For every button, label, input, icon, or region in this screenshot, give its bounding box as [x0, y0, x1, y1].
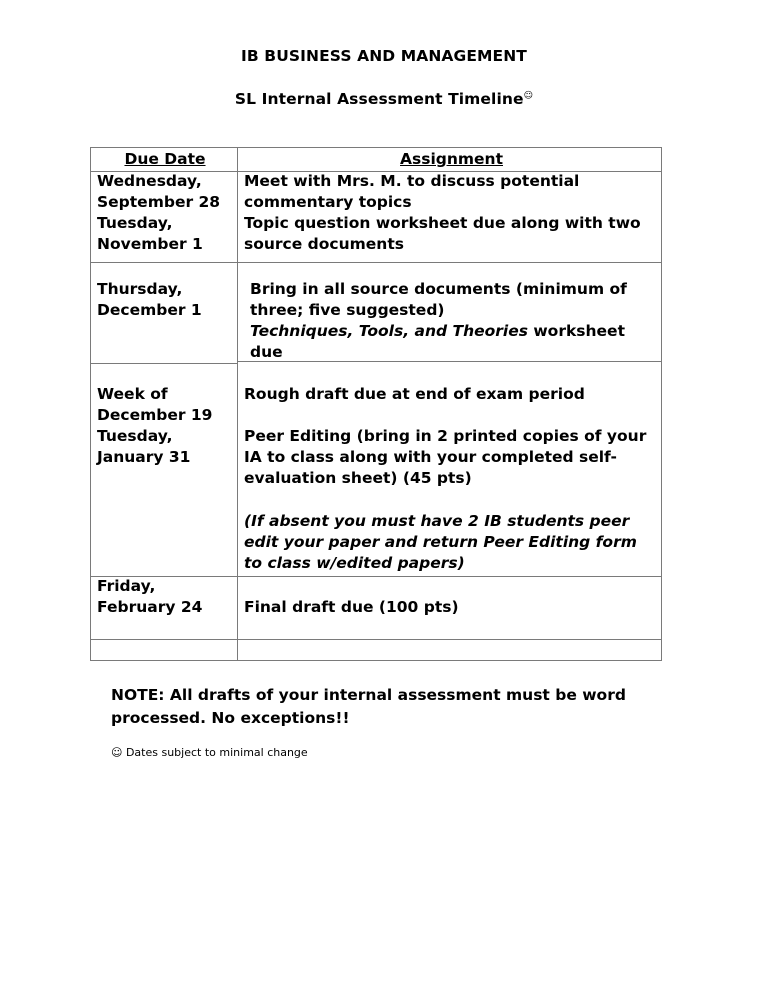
- row-3-assignment-italic: Techniques, Tools, and Theories: [250, 322, 528, 340]
- row-4-date: Week of December 19: [97, 385, 213, 424]
- row-divider: [91, 262, 661, 263]
- smiley-icon: ☺: [523, 90, 534, 101]
- footnote: [111, 746, 308, 759]
- footnote-text: Dates subject to minimal change: [122, 746, 308, 759]
- note-text: NOTE: All drafts of your internal assessment must be word processed. No exceptions!!: [111, 686, 626, 727]
- document-title: IB BUSINESS AND MANAGEMENT: [241, 47, 527, 65]
- row-2-date: Tuesday, November 1: [97, 214, 203, 253]
- row-5-date: Tuesday, January 31: [97, 427, 191, 466]
- row-1-assignment: Meet with Mrs. M. to discuss potential commentary topics: [244, 172, 580, 211]
- row-5-assignment-note: (If absent you must have 2 IB students peer edit your paper and return Peer Editing form to class w/edited papers): [244, 512, 637, 572]
- row-divider: [91, 639, 661, 640]
- row-6-assignment: Final draft due (100 pts): [244, 598, 459, 616]
- row-6-date: Friday, February 24: [97, 577, 203, 616]
- header-due-date: Due Date: [124, 150, 206, 168]
- smiley-icon: ☺: [111, 746, 123, 759]
- row-3-assignment-line1: Bring in all source documents (minimum of three; five suggested): [250, 280, 627, 319]
- header-assignment: Assignment: [400, 150, 503, 168]
- row-3-assignment-suffix: worksheet due: [250, 322, 625, 361]
- document-subtitle: [0, 90, 768, 108]
- column-divider: [237, 148, 238, 660]
- row-divider: [91, 363, 238, 364]
- row-3-assignment: [250, 279, 660, 363]
- row-4-assignment: Rough draft due at end of exam period: [244, 385, 585, 403]
- row-5-assignment: Peer Editing (bring in 2 printed copies of your IA to class along with your completed self-evaluation sheet) (45 pts): [244, 427, 647, 487]
- row-2-assignment: Topic question worksheet due along with two source documents: [244, 214, 641, 253]
- row-1-date: Wednesday, September 28: [97, 172, 221, 211]
- timeline-table: [90, 147, 662, 661]
- subtitle-text: SL Internal Assessment Timeline: [234, 90, 524, 108]
- row-3-assignment-line2: [250, 321, 660, 363]
- row-3-date: Thursday, December 1: [97, 280, 202, 319]
